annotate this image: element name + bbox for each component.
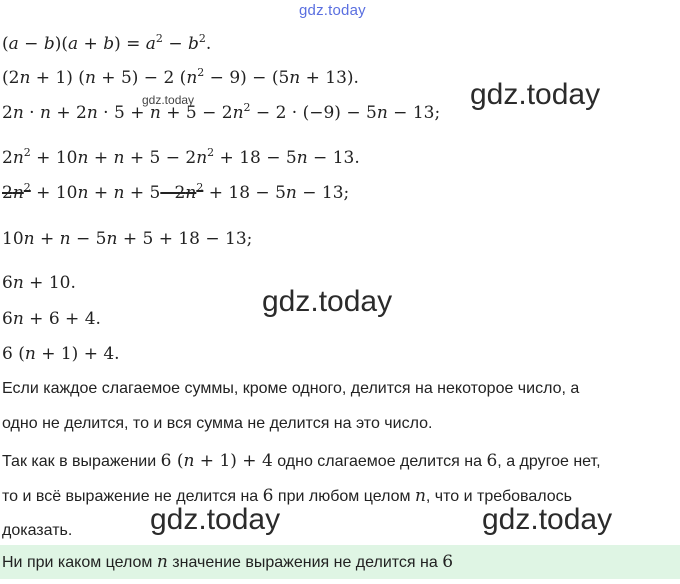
- expression-step-4: 6n + 6 + 4.: [2, 309, 101, 329]
- answer-box: [0, 545, 680, 579]
- explanation-line-5: доказать.: [2, 522, 73, 539]
- explanation-line-2: одно не делится, то и вся сумма не делится на это число.: [2, 415, 433, 432]
- cancelled-term-2: $-2n^2$: [160, 181, 204, 203]
- explanation-line-1: Если каждое слагаемое суммы, кроме одного, делится на некоторое число, а: [2, 380, 580, 397]
- watermark-bottom-left: gdz.today: [150, 503, 281, 536]
- expression-step-1: $2n^2 + 10n + n + 5 - 2n^2 + 18 - 5n - 13$.: [2, 146, 360, 168]
- watermark-top: gdz.today: [299, 2, 366, 19]
- expression-step-2: 10n + n − 5n + 5 + 18 − 13;: [2, 229, 253, 249]
- expression-factored: 6 (n + 1) + 4.: [2, 344, 120, 364]
- explanation-line-4: то и всё выражение не делится на 6 при любом целом n, что и требовалось: [2, 486, 572, 506]
- expression-step-cancel: $2n^2 + 10n + n + 5-2n^2 + 18 - 5n - 13$;: [2, 181, 350, 203]
- watermark-bottom-right: gdz.today: [482, 503, 613, 536]
- explanation-line-3: Так как в выражении 6 (n + 1) + 4 одно слагаемое делится на 6, а другое нет,: [2, 451, 601, 471]
- expression-step-3: 6n + 10.: [2, 273, 76, 293]
- watermark-middle: gdz.today: [262, 285, 393, 318]
- watermark-right-1: gdz.today: [470, 78, 601, 111]
- formula-identity: $(a - b)(a + b) = a^2 - b^2$.: [2, 32, 212, 54]
- watermark-small: gdz.today: [142, 93, 195, 107]
- cancelled-term-1: $2n^2$: [2, 181, 31, 203]
- answer-text: Ни при каком целом n значение выражения не делится на 6: [2, 552, 454, 572]
- expression-original: (2n + 1) (n + 5) − 2 $(n^2 - 9) - (5n + 13)$.: [2, 66, 359, 88]
- expression-expanded: $2n \cdot n + 2n \cdot 5 + n + 5 - 2n^2 - 2 \cdot (-9) - 5n - 13$;: [2, 101, 441, 123]
